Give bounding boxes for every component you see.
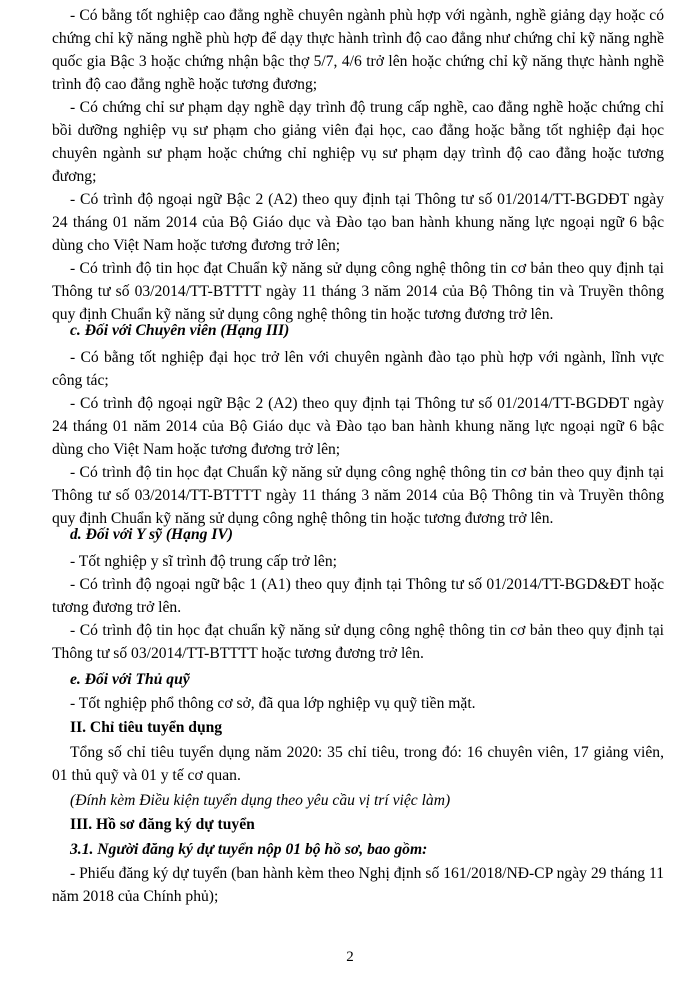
heading-specialist: c. Đối với Chuyên viên (Hạng III) (70, 322, 290, 339)
paragraph-foreign-language-a2: - Có trình độ ngoại ngữ Bậc 2 (A2) theo quy định tại Thông tư số 01/2014/TT-BGDĐT ngày 24 tháng 01 năm 2014 của Bộ Giáo dục và Đào tạo ban hành khung năng lực ngoại ngữ 6 bậc dùng cho Việt Nam hoặc tương đương trở lên; (52, 191, 664, 254)
paragraph-treasurer-requirement: - Tốt nghiệp phổ thông cơ sở, đã qua lớp nghiệp vụ quỹ tiền mặt. (70, 695, 476, 712)
paragraph-it-skills-physician: - Có trình độ tin học đạt chuẩn kỹ năng sử dụng công nghệ thông tin cơ bản theo quy định tại Thông tư số 03/2014/TT-BTTTT hoặc tương đương trở lên. (52, 622, 664, 662)
paragraph-it-skills: - Có trình độ tin học đạt Chuẩn kỹ năng sử dụng công nghệ thông tin cơ bản theo quy định tại Thông tư số 03/2014/TT-BTTTT ngày 11 tháng 3 năm 2014 của Bộ Thông tin và Truyền thông quy định Chuẩn kỹ năng sử dụng công nghệ thông tin hoặc tương đương trở lên. (52, 260, 664, 323)
paragraph-foreign-language-a1: - Có trình độ ngoại ngữ bậc 1 (A1) theo quy định tại Thông tư số 01/2014/TT-BGD&ĐT hoặc tương đương trở lên. (52, 576, 664, 616)
paragraph-college-degree: - Có bằng tốt nghiệp cao đẳng nghề chuyên ngành phù hợp với ngành, nghề giảng dạy hoặc có chứng chỉ kỹ năng nghề phù hợp để dạy thực hành trình độ cao đẳng như chứng chỉ kỹ năng nghề quốc gia Bậc 3 hoặc chứng nhận bậc thợ 5/7, 4/6 trở lên hoặc chứng chỉ kỹ năng thực hành nghề trình độ cao đẳng nghề hoặc tương đương; (52, 7, 664, 93)
heading-physician-assistant: d. Đối với Y sỹ (Hạng IV) (70, 526, 234, 543)
heading-recruitment-quota: II. Chỉ tiêu tuyển dụng (70, 719, 223, 736)
paragraph-foreign-language-a2-specialist: - Có trình độ ngoại ngữ Bậc 2 (A2) theo quy định tại Thông tư số 01/2014/TT-BGDĐT ngày 24 tháng 01 năm 2014 của Bộ Giáo dục và Đào tạo ban hành khung năng lực ngoại ngữ 6 bậc dùng cho Việt Nam hoặc tương đương trở lên; (52, 395, 664, 458)
paragraph-registration-form: - Phiếu đăng ký dự tuyển (ban hành kèm theo Nghị định số 161/2018/NĐ-CP ngày 29 tháng 11 năm 2018 của Chính phủ); (52, 865, 664, 905)
note-attachment: (Đính kèm Điều kiện tuyển dụng theo yêu cầu vị trí việc làm) (70, 792, 451, 809)
page-number: 2 (346, 949, 354, 965)
paragraph-intermediate-medical: - Tốt nghiệp y sĩ trình độ trung cấp trở lên; (70, 553, 337, 570)
paragraph-university-degree: - Có bằng tốt nghiệp đại học trở lên với chuyên ngành đào tạo phù hợp với ngành, lĩnh vực công tác; (52, 349, 664, 389)
paragraph-it-skills-specialist: - Có trình độ tin học đạt Chuẩn kỹ năng sử dụng công nghệ thông tin cơ bản theo quy định tại Thông tư số 03/2014/TT-BTTTT ngày 11 tháng 3 năm 2014 của Bộ Thông tin và Truyền thông quy định Chuẩn kỹ năng sử dụng công nghệ thông tin hoặc tương đương trở lên. (52, 464, 664, 527)
heading-dossier-contents: 3.1. Người đăng ký dự tuyển nộp 01 bộ hồ sơ, bao gồm: (70, 841, 428, 858)
paragraph-pedagogy-certificate: - Có chứng chỉ sư phạm dạy nghề dạy trình độ trung cấp nghề, cao đẳng nghề hoặc chứng chỉ bồi dưỡng nghiệp vụ sư phạm cho giảng viên đại học, cao đẳng hoặc bằng tốt nghiệp đại học chuyên ngành sư phạm hoặc chứng chỉ nghiệp vụ sư phạm dạy trình độ cao đẳng hoặc tương đương; (52, 99, 664, 185)
heading-treasurer: e. Đối với Thủ quỹ (70, 671, 190, 688)
paragraph-recruitment-quota: Tổng số chỉ tiêu tuyển dụng năm 2020: 35 chỉ tiêu, trong đó: 16 chuyên viên, 17 giảng viên, 01 thủ quỹ và 01 y tế cơ quan. (52, 744, 664, 784)
heading-application-dossier: III. Hồ sơ đăng ký dự tuyển (70, 816, 255, 833)
